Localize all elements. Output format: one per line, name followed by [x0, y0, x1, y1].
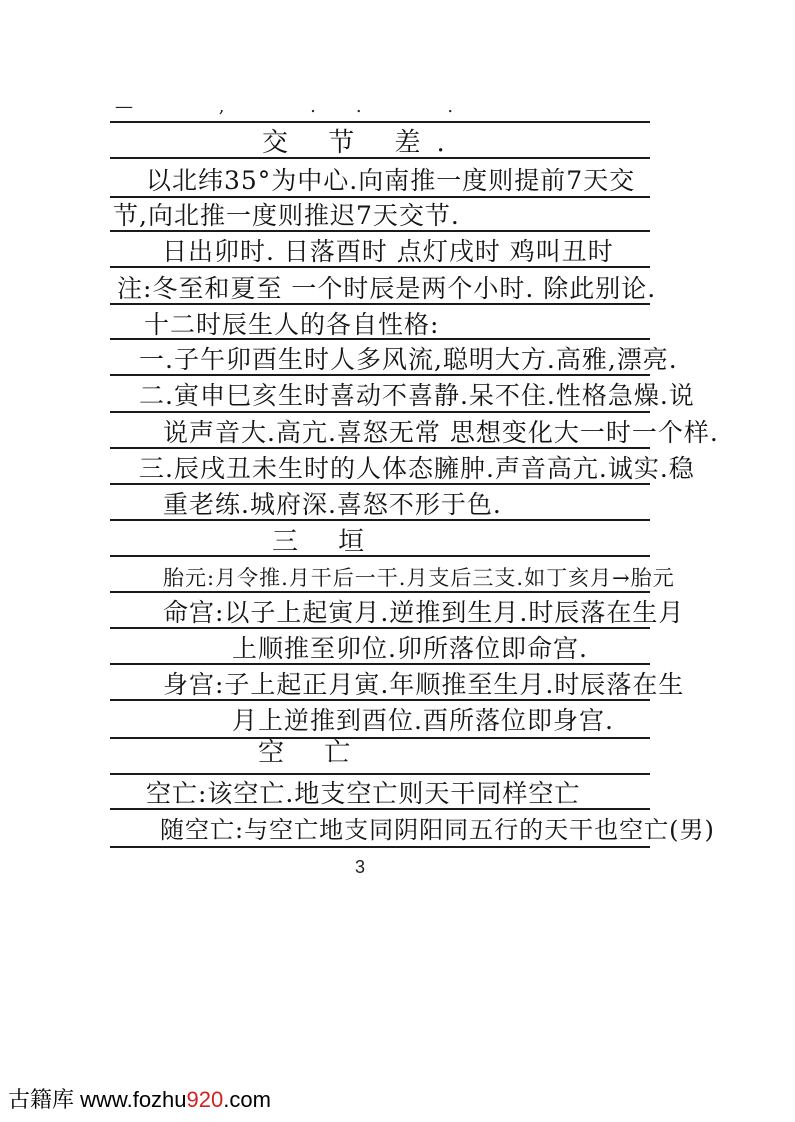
rule-line — [110, 196, 650, 198]
text-line: 二.寅申巳亥生时喜动不喜静.呆不住.性格急燥.说 — [139, 381, 695, 410]
watermark-url-prefix: www.fozhu — [80, 1087, 187, 1112]
text-line: 日出卯时. 日落酉时 点灯戌时 鸡叫丑时 — [162, 237, 614, 266]
text-line: 身宫:子上起正月寅.年顺推至生月.时辰落在生 — [163, 670, 685, 699]
watermark-label: 古籍库 — [8, 1087, 75, 1112]
text-line: 空亡:该空亡.地支空亡则天干同样空亡 — [146, 779, 581, 808]
text-line: 注:冬至和夏至 一个时辰是两个小时. 除此别论. — [117, 274, 657, 303]
text-line: 十二时辰生人的各自性格: — [144, 310, 440, 339]
site-watermark — [8, 1083, 271, 1114]
rule-line — [110, 737, 650, 739]
rule-line — [110, 121, 650, 123]
page-number: 3 — [355, 857, 366, 877]
text-line: 随空亡:与空亡地支同阴阳同五行的天干也空亡(男) — [160, 816, 715, 844]
rule-line — [110, 411, 650, 413]
text-line: 胎元:月令推.月干后一干.月支后三支.如丁亥月→胎元 — [163, 566, 675, 590]
text-line: 一.子午卯酉生时人多风流,聪明大方.高雅,漂亮. — [139, 345, 678, 374]
text-line: 重老练.城府深.喜怒不形于色. — [163, 490, 502, 519]
section-title-jiaojie: 交 节 差. — [262, 128, 461, 158]
text-line: 以北纬35°为中心.向南推一度则提前7天交 — [146, 166, 636, 195]
section-title-kongwang: 空 亡 — [258, 738, 367, 768]
text-line: 三.辰戌丑未生时的人体态臃肿.声音高亢.诚实.稳 — [139, 454, 695, 483]
section-title-sanyuan: 三 垣 — [272, 527, 381, 557]
text-line: 上顺推至卯位.卯所落位即命宫. — [232, 634, 588, 663]
text-line: 节,向北推一度则推迟7天交节. — [113, 201, 460, 230]
top-scan-marks: — , .. . — [115, 96, 494, 117]
watermark-url-number: 920 — [186, 1087, 224, 1112]
text-line: 说声音大.高亢.喜怒无常 思想变化大一时一个样. — [163, 418, 719, 447]
text-line: 月上逆推到酉位.酉所落位即身宫. — [232, 706, 614, 735]
watermark-url-suffix: .com — [223, 1087, 271, 1112]
text-line: 命宫:以子上起寅月.逆推到生月.时辰落在生月 — [163, 598, 685, 627]
rule-line — [110, 846, 650, 848]
rule-line — [110, 773, 650, 775]
